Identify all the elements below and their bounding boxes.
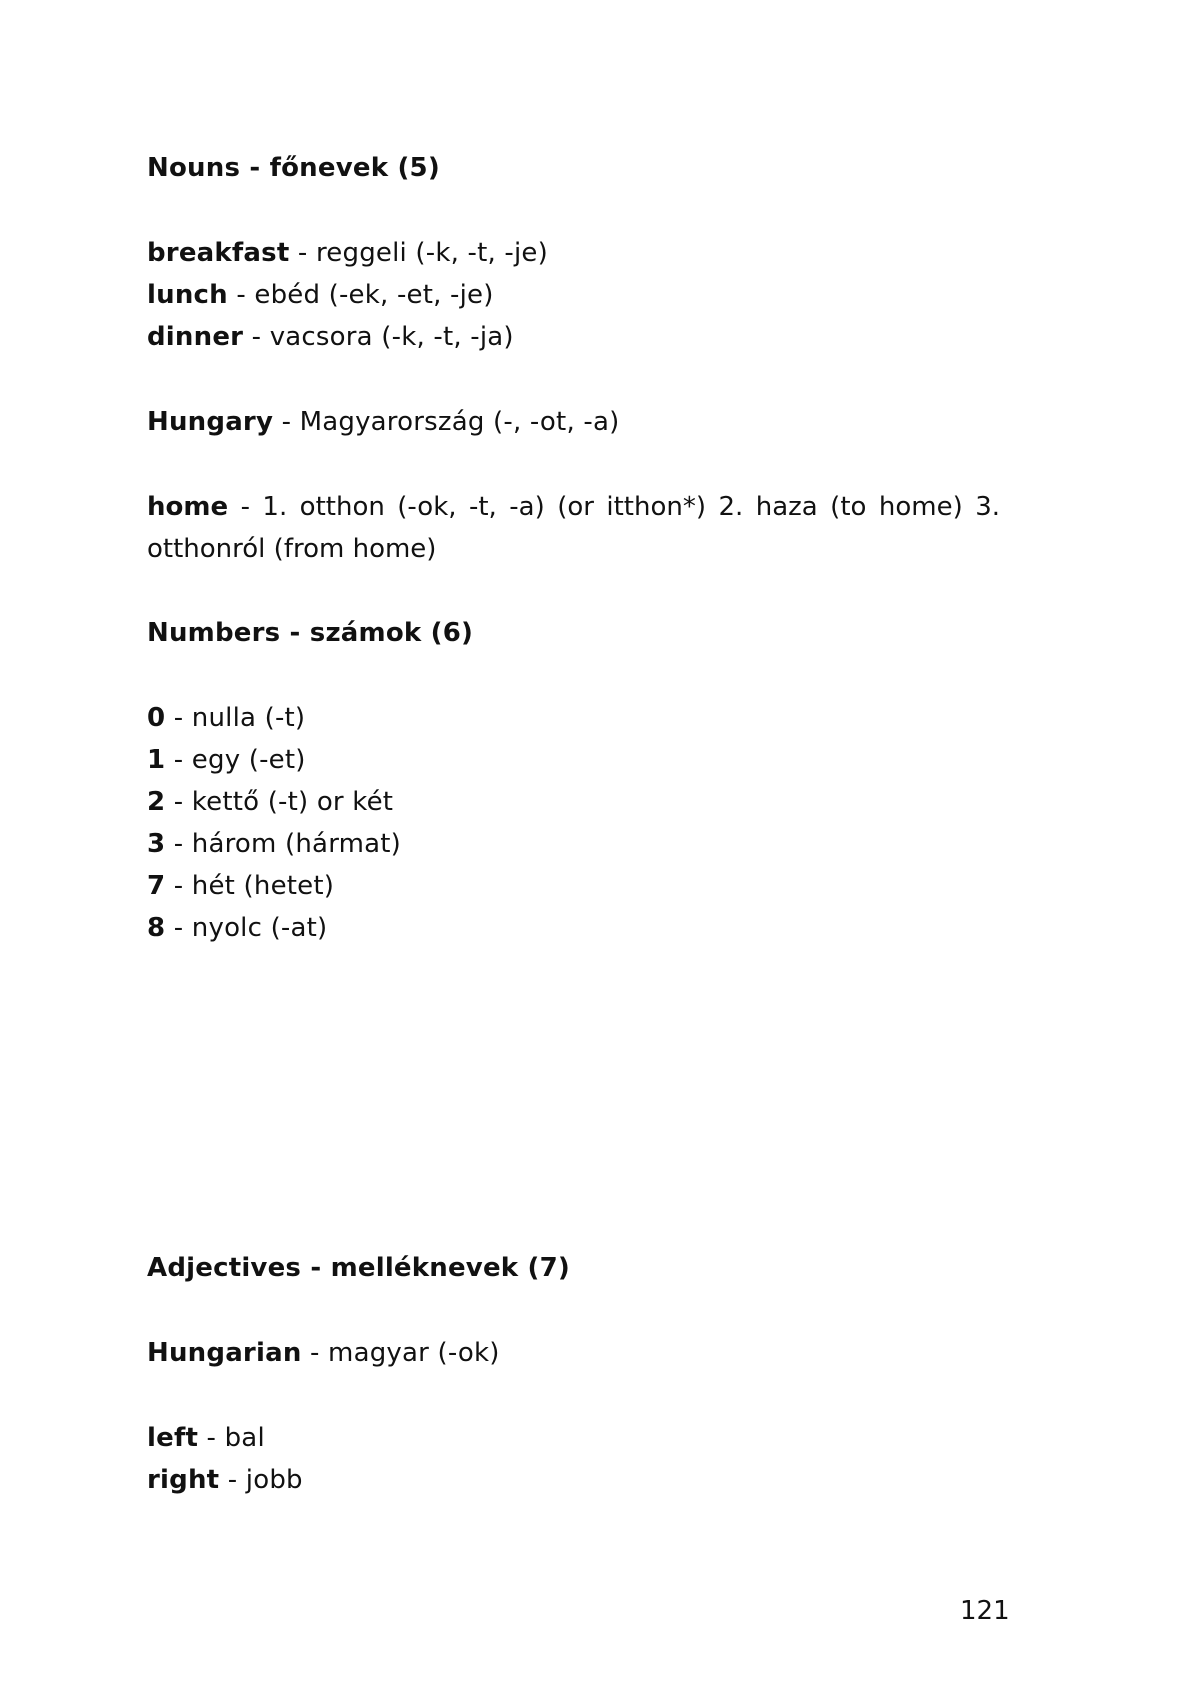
vocab-term: breakfast [147, 238, 290, 268]
vocab-entry [147, 1332, 500, 1374]
vocab-entry [147, 1459, 303, 1501]
vocab-term: 1 [147, 745, 166, 775]
vocab-definition: - jobb [219, 1465, 303, 1495]
vocab-entry [147, 401, 619, 443]
vocab-entry [147, 907, 327, 949]
vocab-term: Hungary [147, 407, 274, 437]
vocab-definition: - 1. otthon (-ok, -t, -a) (or itthon*) 2. haza (to home) 3. otthonról (from home) [147, 492, 1000, 564]
vocab-definition: - nyolc (-at) [165, 913, 328, 943]
vocab-entry [147, 781, 393, 823]
vocab-entry [147, 739, 306, 781]
vocab-term: left [147, 1423, 199, 1453]
vocab-term: 7 [147, 871, 166, 901]
vocab-term: right [147, 1465, 220, 1495]
vocab-definition: - három (hármat) [165, 829, 402, 859]
vocab-definition: - egy (-et) [165, 745, 306, 775]
vocab-definition: - vacsora (-k, -t, -ja) [243, 322, 514, 352]
vocab-term: dinner [147, 322, 244, 352]
vocab-definition: - magyar (-ok) [301, 1338, 500, 1368]
vocab-definition: - hét (hetet) [165, 871, 335, 901]
vocab-term: home [147, 492, 229, 522]
vocab-definition: - bal [198, 1423, 265, 1453]
vocab-definition: - nulla (-t) [165, 703, 306, 733]
vocab-definition: - ebéd (-ek, -et, -je) [227, 280, 494, 310]
vocab-definition: - reggeli (-k, -t, -je) [289, 238, 548, 268]
vocab-definition: - kettő (-t) or két [165, 787, 394, 817]
vocab-entry [147, 823, 401, 865]
vocab-entry-multiline [147, 486, 1000, 570]
vocab-term: 0 [147, 703, 166, 733]
vocab-entry [147, 697, 305, 739]
vocab-term: 2 [147, 787, 166, 817]
section-heading-adjectives: Adjectives - melléknevek (7) [147, 1253, 570, 1283]
vocab-entry [147, 865, 334, 907]
vocab-term: 3 [147, 829, 166, 859]
section-heading-numbers: Numbers - számok (6) [147, 618, 474, 648]
section-heading-nouns: Nouns - főnevek (5) [147, 153, 440, 183]
vocab-entry [147, 1417, 265, 1459]
vocab-term: 8 [147, 913, 166, 943]
vocab-entry [147, 232, 548, 274]
vocab-entry [147, 316, 514, 358]
vocab-term: Hungarian [147, 1338, 302, 1368]
vocab-entry [147, 274, 494, 316]
vocab-term: lunch [147, 280, 228, 310]
vocab-definition: - Magyarország (-, -ot, -a) [273, 407, 620, 437]
page-number: 121 [960, 1596, 1010, 1626]
